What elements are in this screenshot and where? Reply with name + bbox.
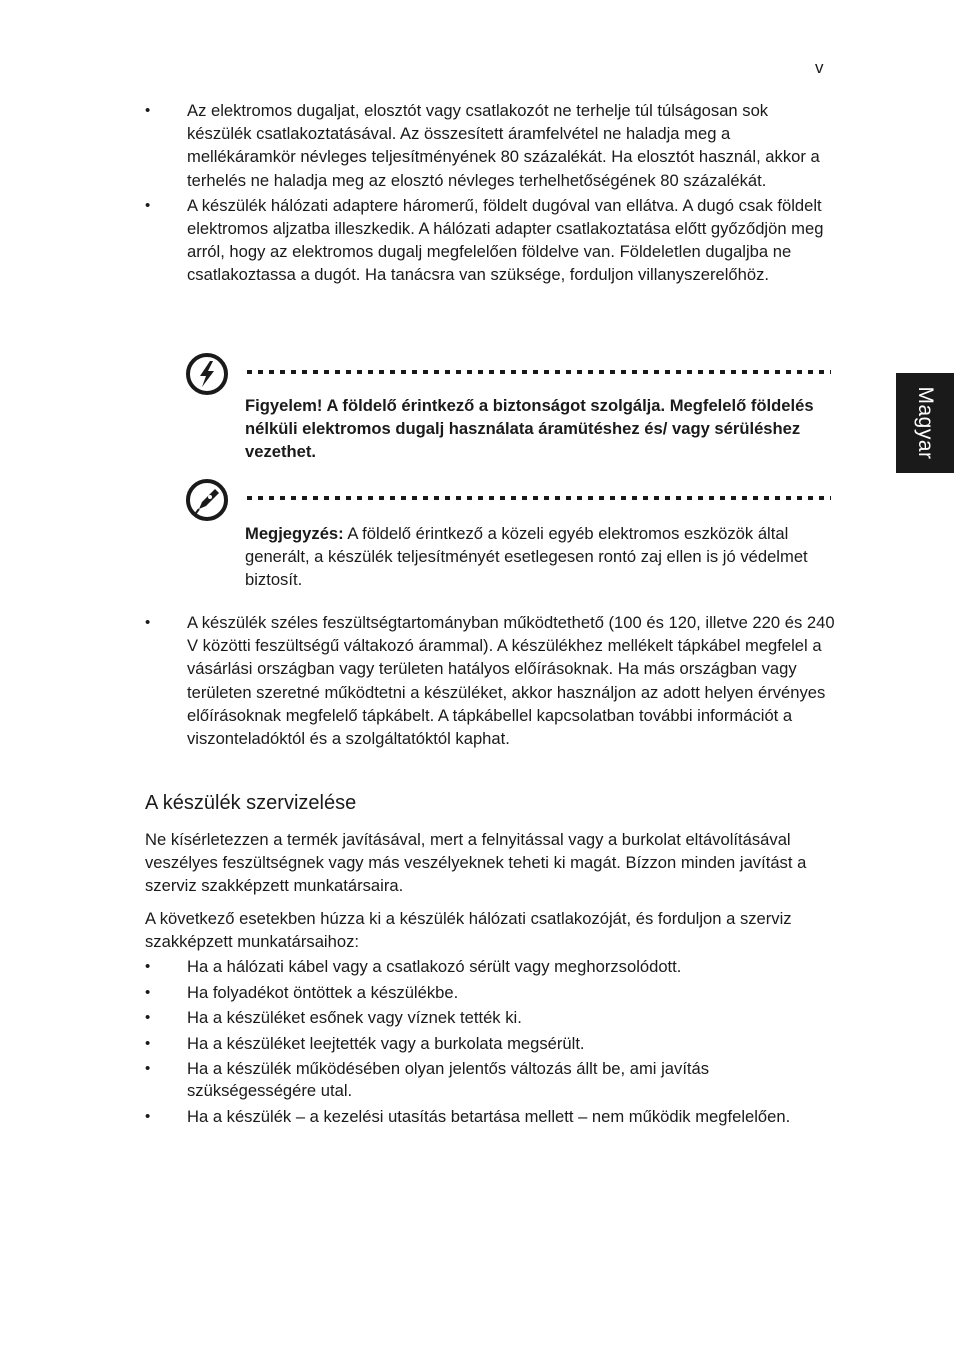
- list-item: [145, 194, 835, 287]
- section-paragraph: Ne kísérletezzen a termék javításával, mert a felnyitással vagy a burkolat eltávolításával veszélyes feszültségnek vagy más veszélyeknek teheti ki magát. Bízzon minden javítást a szerviz szakképzett munkatársaira.: [145, 830, 807, 895]
- list-item: [145, 1106, 835, 1128]
- note-pen-icon: [185, 478, 229, 522]
- list-item-text: Ha a hálózati kábel vagy a csatlakozó sérült vagy meghorzsolódott.: [187, 957, 682, 976]
- list-item-text: Ha folyadékot öntöttek a készülékbe.: [187, 982, 459, 1002]
- warning-text: Figyelem! A földelő érintkező a biztonságot szolgálja. Megfelelő földelés nélküli elektromos dugalj használata áramütéshez és/ vagy sérüléshez vezethet.: [245, 396, 814, 462]
- list-item: [145, 1058, 835, 1102]
- list-item-text: Ha a készülék – a kezelési utasítás betartása mellett – nem működik megfelelően.: [187, 1106, 791, 1126]
- list-item-text: Ha a készüléket esőnek vagy víznek tették ki.: [187, 1008, 522, 1027]
- bullet-icon: •: [145, 614, 151, 631]
- list-item: [145, 611, 835, 750]
- note-label: Megjegyzés:: [245, 524, 344, 543]
- list-item: [145, 956, 835, 978]
- list-item-text: A készülék széles feszültségtartományban működtethető (100 és 120, illetve 220 és 240 V közötti feszültségű váltakozó árammal). A készülékhez mellékelt tápkábel megfelel a vásárlási országban vagy területen hatályos előírásoknak. Ha más országban vagy területen szeretné működtetni a készüléket, akkor használjon az adott helyen érvényes előírásoknak megfelelő tápkábelt. A tápkábellel kapcsolatban további információt a viszonteladóktól és a szolgáltatóktól kaphat.: [187, 613, 835, 749]
- note-text: [245, 522, 820, 592]
- divider: [247, 370, 831, 374]
- bullet-icon: •: [145, 1060, 151, 1077]
- bullet-icon: •: [145, 958, 151, 975]
- bullet-icon: •: [145, 1009, 151, 1026]
- list-item-text: Ha a készülék működésében olyan jelentős változás állt be, ami javítás szükségességére utal.: [187, 1059, 710, 1100]
- bullet-list-middle: [145, 611, 835, 750]
- bullet-list-top: [145, 99, 835, 287]
- divider: [247, 496, 831, 500]
- list-item: [145, 99, 835, 192]
- lightning-warning-icon: [185, 352, 229, 396]
- bullet-icon: •: [145, 983, 151, 1001]
- section-paragraph: A következő esetekben húzza ki a készülék hálózati csatlakozóját, és forduljon a szerviz szakképzett munkatársaihoz:: [145, 909, 792, 951]
- bullet-icon: •: [145, 1107, 151, 1125]
- list-item-text: Az elektromos dugaljat, elosztót vagy csatlakozót ne terhelje túl túlságosan sok készülék csatlakoztatásával. Az összesített áramfelvétel ne haladja meg a mellékáramkör névleges teljesítményének 80 százalékát. Ha elosztót használ, akkor a terhelés ne haladja meg az elosztó névleges terhelhetőségének 80 százalékát.: [187, 101, 820, 190]
- service-conditions-list: [145, 956, 835, 1128]
- list-item-text: A készülék hálózati adaptere háromerű, földelt dugóval van ellátva. A dugó csak földelt elektromos aljzatba illeszkedik. A hálózati adapter csatlakoztatása előtt győződjön meg arról, hogy az elektromos dugalj megfelelően földelve van. Földeletlen dugaljba ne csatlakoztassa a dugót. Ha tanácsra van szüksége, forduljon villanyszerelőhöz.: [187, 195, 824, 285]
- section-title: A készülék szervizelése: [145, 792, 357, 814]
- list-item-text: Ha a készüléket leejtették vagy a burkolata megsérült.: [187, 1033, 585, 1053]
- bullet-icon: •: [145, 102, 151, 119]
- list-item: [145, 982, 835, 1004]
- list-item: [145, 1007, 835, 1029]
- language-tab: [896, 373, 954, 473]
- list-item: [145, 1033, 835, 1055]
- note-body: A földelő érintkező a közeli egyéb elektromos eszközök által generált, a készülék teljesítményét esetlegesen rontó zaj ellen is jó védelmet biztosít.: [245, 524, 808, 590]
- page-number: v: [815, 58, 824, 77]
- bullet-icon: •: [145, 196, 151, 214]
- language-tab-label: Magyar: [914, 386, 937, 460]
- bullet-icon: •: [145, 1034, 151, 1052]
